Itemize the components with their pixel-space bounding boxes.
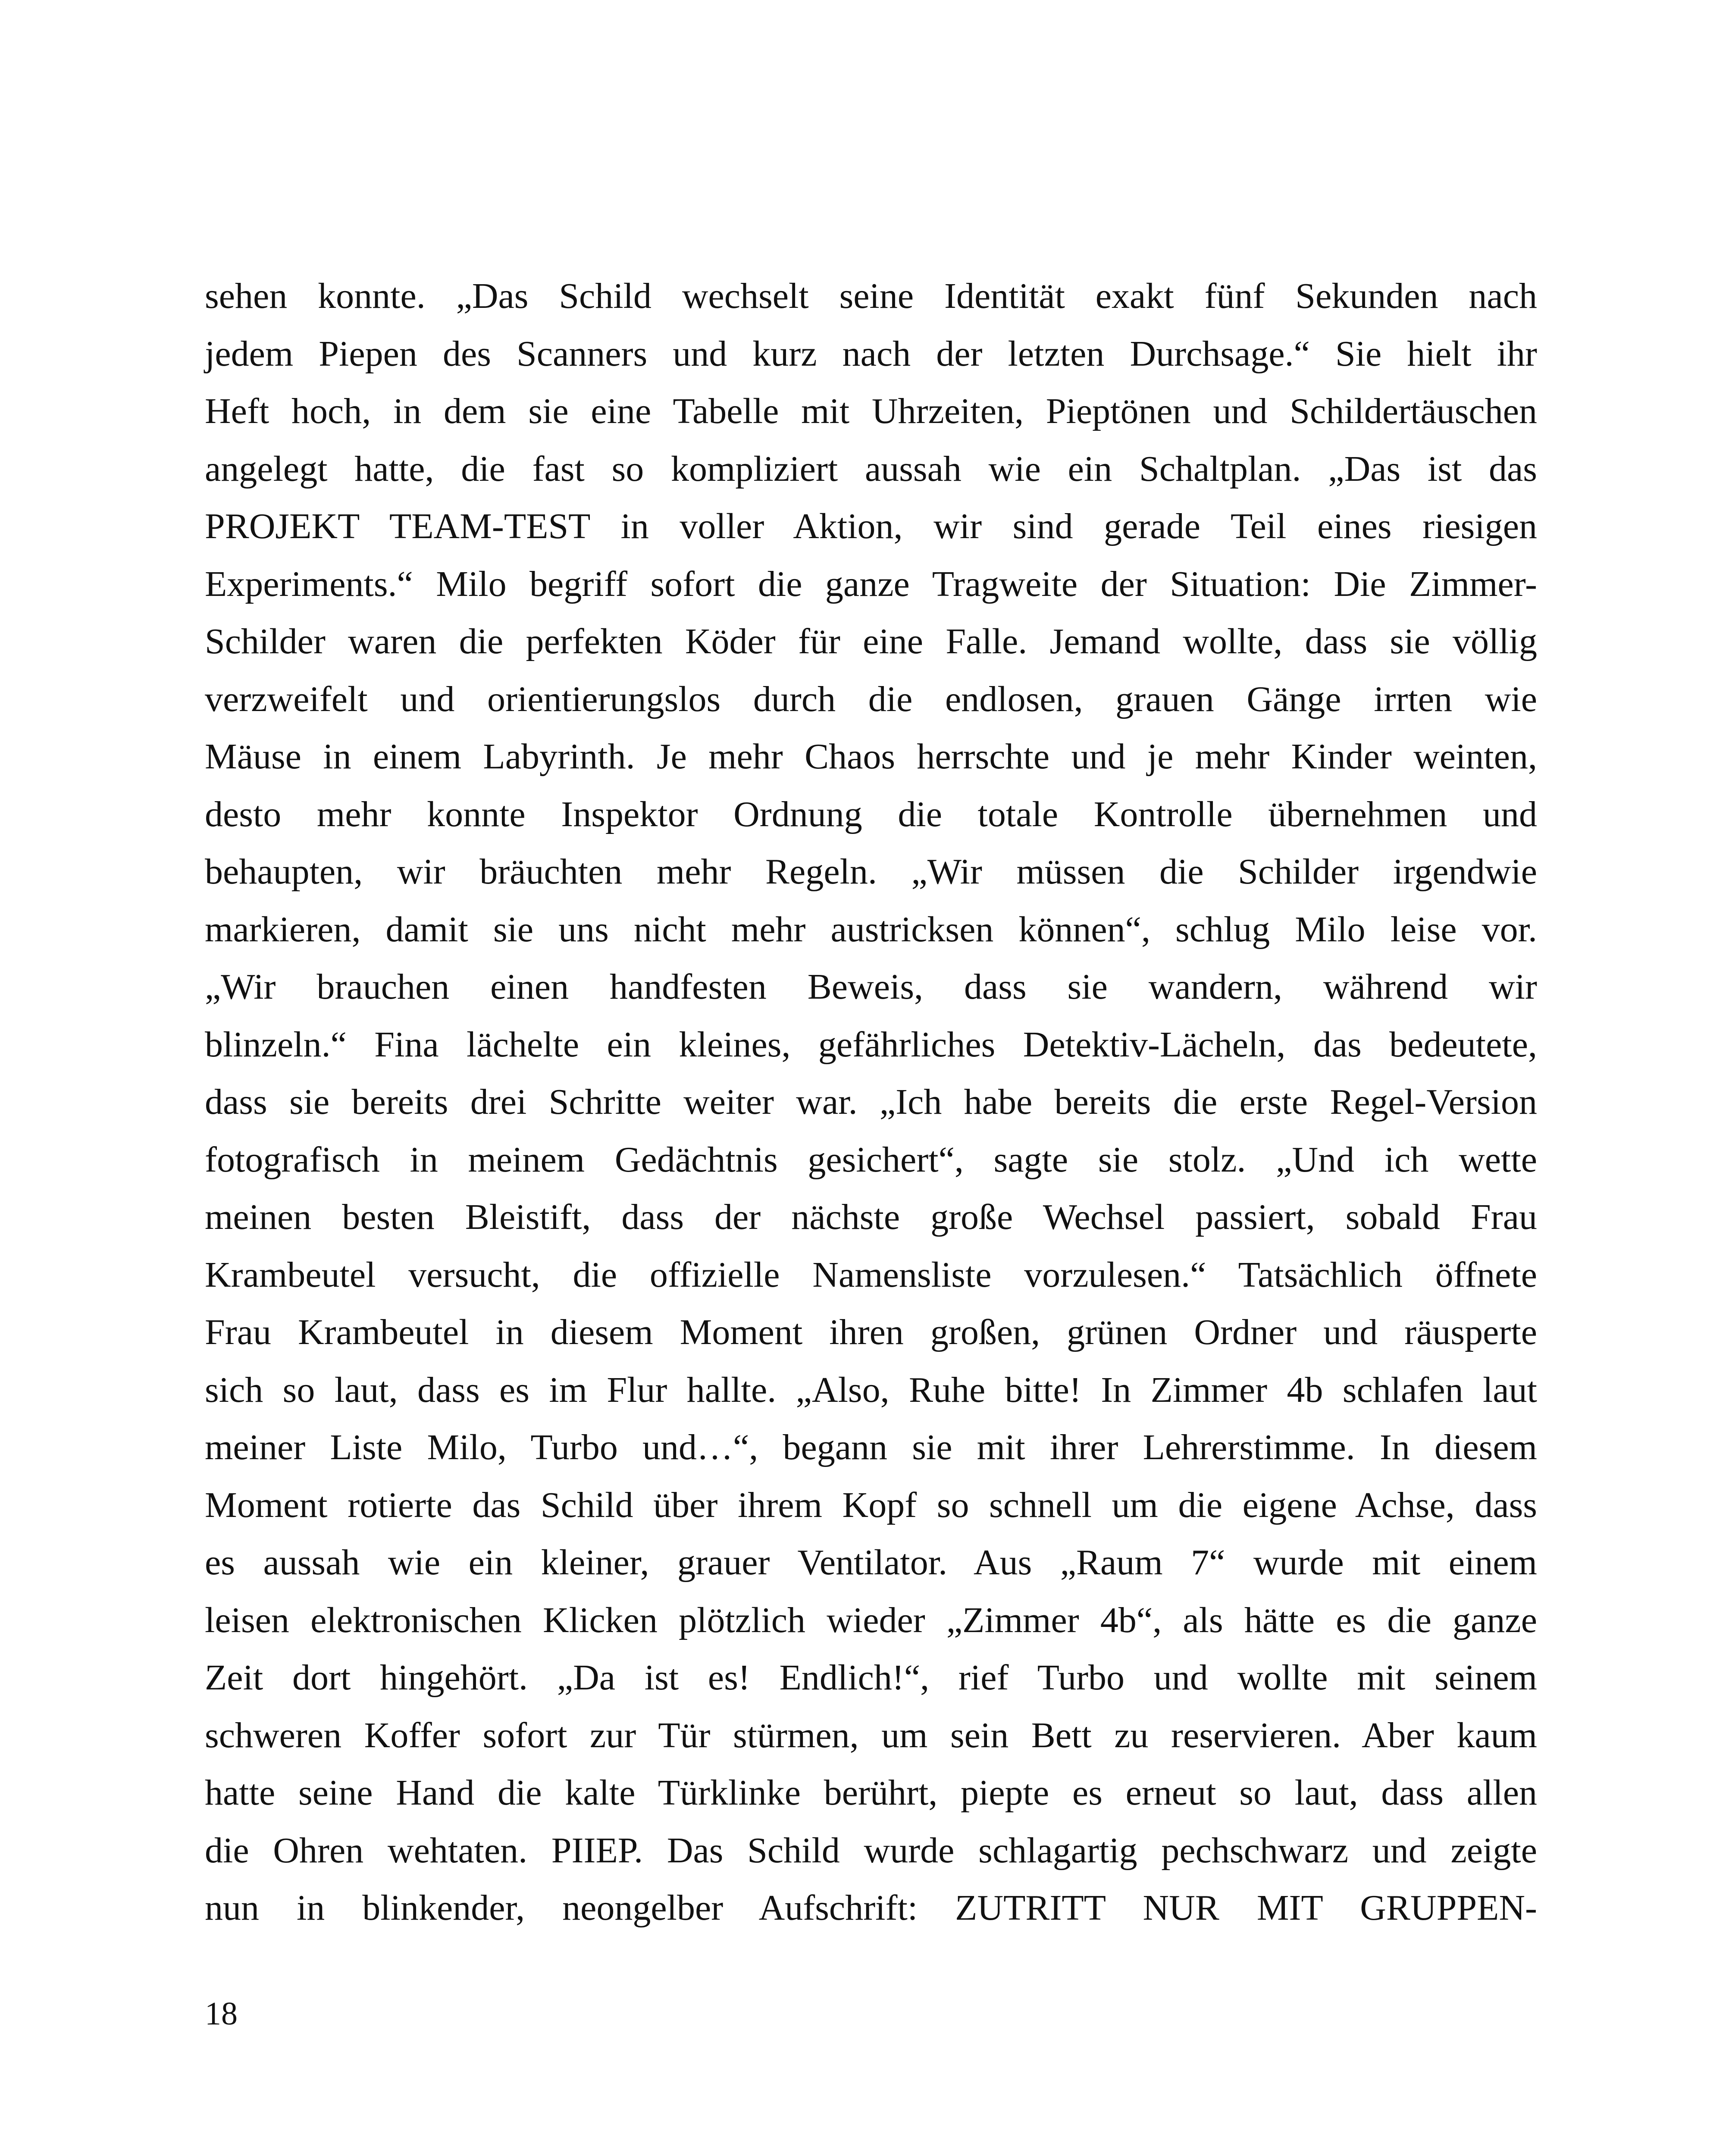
text-line: Frau Krambeutel in diesem Moment ihren großen, grünen Ordner und räusperte — [205, 1312, 1537, 1352]
text-line: schweren Koffer sofort zur Tür stürmen, um sein Bett zu reservieren. Aber kaum — [205, 1715, 1537, 1755]
text-line: jedem Piepen des Scanners und kurz nach der letzten Durchsage.“ Sie hielt ihr — [205, 333, 1537, 374]
text-line: Krambeutel versucht, die offizielle Namensliste vorzulesen.“ Tatsächlich öffnete — [205, 1254, 1537, 1295]
text-line: markieren, damit sie uns nicht mehr austricksen können“, schlug Milo leise vor. — [205, 909, 1537, 950]
text-line: nun in blinkender, neongelber Aufschrift: ZUTRITT NUR MIT GRUPPEN- — [205, 1888, 1537, 1928]
text-line: es aussah wie ein kleiner, grauer Ventilator. Aus „Raum 7“ wurde mit einem — [205, 1542, 1537, 1583]
text-line: dass sie bereits drei Schritte weiter war. „Ich habe bereits die erste Regel-Version — [205, 1082, 1537, 1122]
text-line: die Ohren wehtaten. PIIEP. Das Schild wurde schlagartig pechschwarz und zeigte — [205, 1830, 1537, 1871]
text-line: „Wir brauchen einen handfesten Beweis, dass sie wandern, während wir — [205, 967, 1537, 1007]
text-line: Schilder waren die perfekten Köder für eine Falle. Jemand wollte, dass sie völlig — [205, 621, 1537, 661]
text-line: sich so laut, dass es im Flur hallte. „Also, Ruhe bitte! In Zimmer 4b schlafen laut — [205, 1369, 1537, 1410]
text-line: Zeit dort hingehört. „Da ist es! Endlich!“, rief Turbo und wollte mit seinem — [205, 1658, 1537, 1698]
text-line: verzweifelt und orientierungslos durch die endlosen, grauen Gänge irrten wie — [205, 679, 1537, 719]
text-line: PROJEKT TEAM-TEST in voller Aktion, wir sind gerade Teil eines riesigen — [205, 506, 1537, 546]
text-line: blinzeln.“ Fina lächelte ein kleines, gefährliches Detektiv-Lächeln, das bedeutete, — [205, 1024, 1537, 1065]
text-line: meinen besten Bleistift, dass der nächste große Wechsel passiert, sobald Frau — [205, 1197, 1537, 1237]
text-line: fotografisch in meinem Gedächtnis gesichert“, sagte sie stolz. „Und ich wette — [205, 1139, 1537, 1180]
body-text — [205, 267, 1537, 1937]
text-line: sehen konnte. „Das Schild wechselt seine Identität exakt fünf Sekunden nach — [205, 276, 1537, 316]
text-line: leisen elektronischen Klicken plötzlich wieder „Zimmer 4b“, als hätte es die ganze — [205, 1600, 1537, 1640]
text-line: Mäuse in einem Labyrinth. Je mehr Chaos herrschte und je mehr Kinder weinten, — [205, 736, 1537, 777]
text-line: hatte seine Hand die kalte Türklinke berührt, piepte es erneut so laut, dass allen — [205, 1773, 1537, 1813]
text-line: desto mehr konnte Inspektor Ordnung die totale Kontrolle übernehmen und — [205, 794, 1537, 834]
text-line: Experiments.“ Milo begriff sofort die ganze Tragweite der Situation: Die Zimmer- — [205, 564, 1537, 604]
text-line: meiner Liste Milo, Turbo und…“, begann sie mit ihrer Lehrerstimme. In diesem — [205, 1427, 1537, 1467]
text-line: Moment rotierte das Schild über ihrem Kopf so schnell um die eigene Achse, dass — [205, 1485, 1537, 1525]
text-line: behaupten, wir bräuchten mehr Regeln. „Wir müssen die Schilder irgendwie — [205, 852, 1537, 892]
text-line: Heft hoch, in dem sie eine Tabelle mit Uhrzeiten, Pieptönen und Schildertäuschen — [205, 391, 1537, 431]
text-line: angelegt hatte, die fast so kompliziert aussah wie ein Schaltplan. „Das ist das — [205, 448, 1537, 489]
page-number: 18 — [205, 1996, 238, 2032]
